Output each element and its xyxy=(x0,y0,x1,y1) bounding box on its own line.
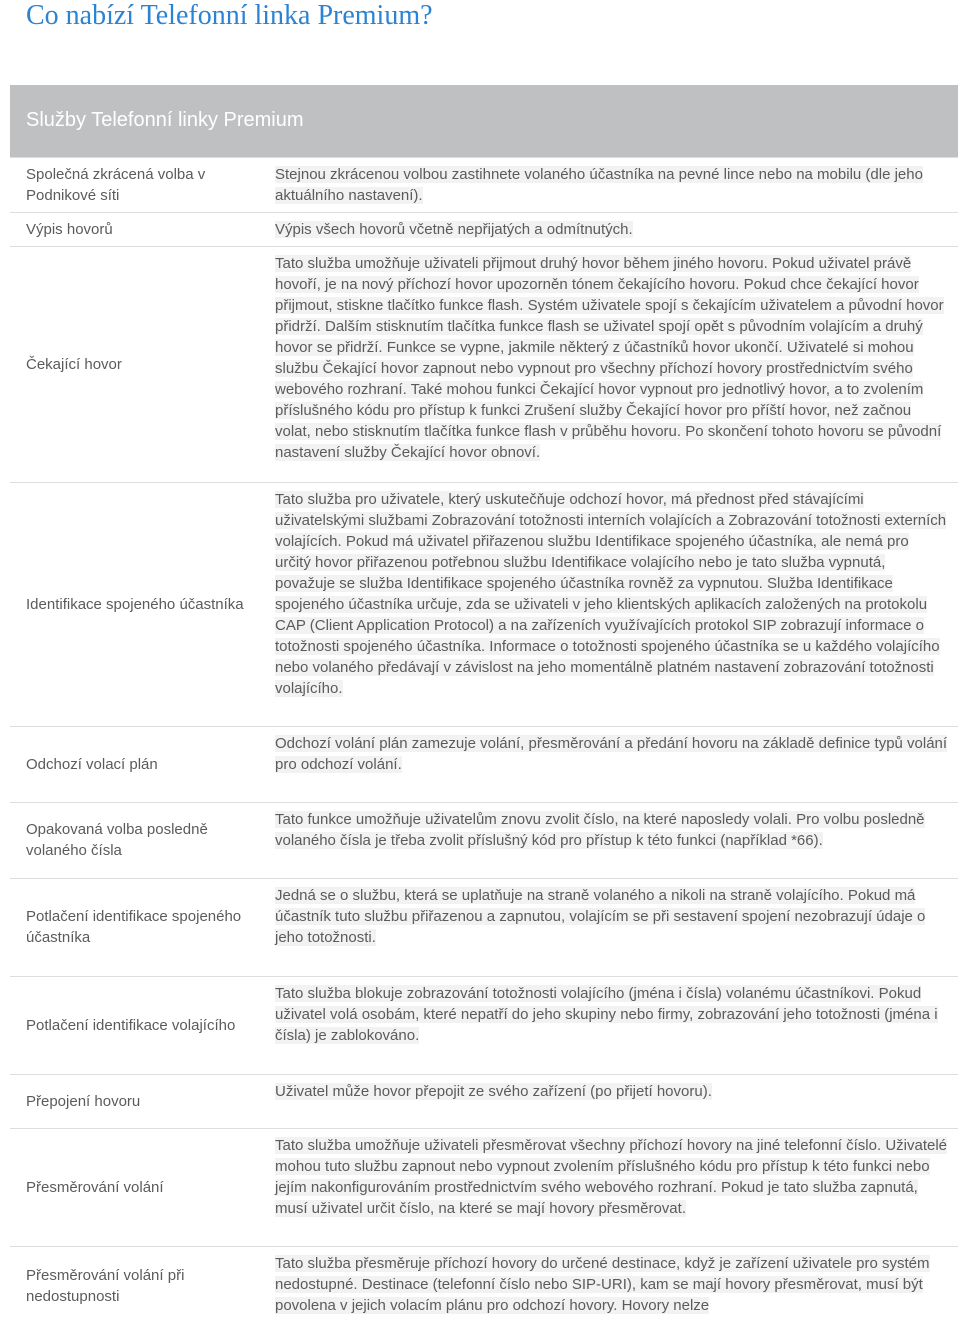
service-name: Výpis hovorů xyxy=(10,212,258,246)
services-table-container xyxy=(10,85,958,1326)
table-row xyxy=(10,802,958,878)
table-row xyxy=(10,212,958,246)
service-description-cell xyxy=(258,802,958,878)
service-description: Tato služba umožňuje uživateli přesměrovat všechny příchozí hovory na jiné telefonní číslo. Uživatelé mohou tuto službu zapnout nebo vypnout zvolením příslušného kódu pro přístup k této funkci nebo jejím nakonfigurováním prostřednictvím svého webového rozhraní. Pokud je tato služba zapnutá, musí uživatel určit číslo, na které se mají hovory přesměrovat. xyxy=(275,1136,948,1217)
service-description: Tato služba blokuje zobrazování totožnosti volajícího (jména i čísla) volanému účastníkovi. Pokud uživatel volá osobám, které nepatří do jeho skupiny nebo firmy, zobrazování jeho totožnosti (jména i čísla) je zablokováno. xyxy=(275,984,938,1044)
service-description: Stejnou zkrácenou volbou zastihnete volaného účastníka na pevné lince nebo na mobilu (dle jeho aktuálního nastavení). xyxy=(275,165,923,204)
service-name: Přesměrování volání při nedostupnosti xyxy=(10,1246,258,1326)
service-description: Uživatel může hovor přepojit ze svého zařízení (po přijetí hovoru). xyxy=(275,1082,712,1100)
service-description-cell xyxy=(258,878,958,976)
table-row xyxy=(10,1246,958,1326)
table-row xyxy=(10,726,958,802)
service-name: Potlačení identifikace volajícího xyxy=(10,976,258,1074)
service-name: Potlačení identifikace spojeného účastníka xyxy=(10,878,258,976)
table-header: Služby Telefonní linky Premium xyxy=(10,85,958,157)
service-description-cell xyxy=(258,246,958,482)
table-row xyxy=(10,976,958,1074)
service-description: Odchozí volání plán zamezuje volání, přesměrování a předání hovoru na základě definice typů volání pro odchozí volání. xyxy=(275,734,948,773)
service-name: Přesměrování volání xyxy=(10,1128,258,1246)
service-name: Čekající hovor xyxy=(10,246,258,482)
service-name: Společná zkrácená volba v Podnikové síti xyxy=(10,157,258,212)
service-description: Výpis všech hovorů včetně nepřijatých a odmítnutých. xyxy=(275,220,633,238)
service-description-cell xyxy=(258,1128,958,1246)
service-description: Tato služba umožňuje uživateli přijmout druhý hovor během jiného hovoru. Pokud uživatel právě hovoří, je na nový příchozí hovor upozorněn tónem čekajícího hovoru. Pokud chce čekající hovor přijmout, stiskne tlačítko funkce flash. Systém uživatele spojí s čekajícím uživatelem a původní hovor přidrží. Dalším stisknutím tlačítka funkce flash se uživatel spojí opět s původním volajícím a druhý hovor se přidrží. Funkce se vypne, jakmile některý z účastníků hovor ukončí. Uživatelé si mohou službu Čekající hovor zapnout nebo vypnout pro všechny příchozí hovory prostřednictvím svého webového rozhraní. Také mohou funkci Čekající hovor vypnout pro jednotlivý hovor, a to zvolením příslušného kódu pro přístup k funkci Zrušení služby Čekající hovor pro příští hovor, než začnou volat, nebo stisknutím tlačítka funkce flash v průběhu hovoru. Po skončení tohoto hovoru se původní nastavení služby Čekající hovor obnoví. xyxy=(275,254,944,461)
service-description-cell xyxy=(258,157,958,212)
service-description-cell xyxy=(258,976,958,1074)
table-row xyxy=(10,878,958,976)
service-description-cell xyxy=(258,212,958,246)
service-name: Opakovaná volba posledně volaného čísla xyxy=(10,802,258,878)
table-row xyxy=(10,246,958,482)
service-description: Jedná se o službu, která se uplatňuje na straně volaného a nikoli na straně volajícího. Pokud má účastník tuto službu přiřazenou a zapnutou, volajícím se při sestavení spojení nezobrazují údaje o jeho totožnosti. xyxy=(275,886,926,946)
service-description: Tato služba přesměruje příchozí hovory do určené destinace, když je zařízení uživatele pro systém nedostupné. Destinace (telefonní číslo nebo SIP-URI), kam se mají hovory přesměrovat, musí být povolena v jejich volacím plánu pro odchozí hovory. Hovory nelze xyxy=(275,1254,930,1314)
table-row xyxy=(10,482,958,726)
service-description-cell xyxy=(258,1074,958,1128)
service-description-cell xyxy=(258,482,958,726)
service-description: Tato služba pro uživatele, který uskutečňuje odchozí hovor, má přednost před stávajícími uživatelskými službami Zobrazování totožnosti interních volajících a Zobrazování totožnosti externích volajících. Pokud má uživatel přiřazenou službu Identifikace spojeného účastníka, ale nemá pro určitý hovor přiřazenou potřebnou službu Identifikace volajícího nebo je tato služba vypnutá, považuje se služba Identifikace spojeného účastníka rovněž za vypnutou. Služba Identifikace spojeného účastníka určuje, zda se uživateli v jeho klientských aplikacích založených na protokolu CAP (Client Application Protocol) a na zařízeních využívajících protokol SIP zobrazují informace o totožnosti spojeného účastníka. Informace o totožnosti spojeného účastníka se u každého volajícího nebo volaného předávají v závislost na jeho momentálně platném nastavení zobrazování totožnosti volajícího. xyxy=(275,490,947,697)
table-row xyxy=(10,157,958,212)
table-row xyxy=(10,1074,958,1128)
table-header-row xyxy=(10,85,958,157)
service-name: Identifikace spojeného účastníka xyxy=(10,482,258,726)
service-description: Tato funkce umožňuje uživatelům znovu zvolit číslo, na které naposledy volali. Pro volbu posledně volaného čísla je třeba zvolit příslušný kód pro přístup k této funkci (například *66). xyxy=(275,810,925,849)
page-title: Co nabízí Telefonní linka Premium? xyxy=(26,0,433,31)
service-name: Odchozí volací plán xyxy=(10,726,258,802)
table-row xyxy=(10,1128,958,1246)
service-description-cell xyxy=(258,726,958,802)
service-description-cell xyxy=(258,1246,958,1326)
services-table xyxy=(10,85,958,1326)
service-name: Přepojení hovoru xyxy=(10,1074,258,1128)
